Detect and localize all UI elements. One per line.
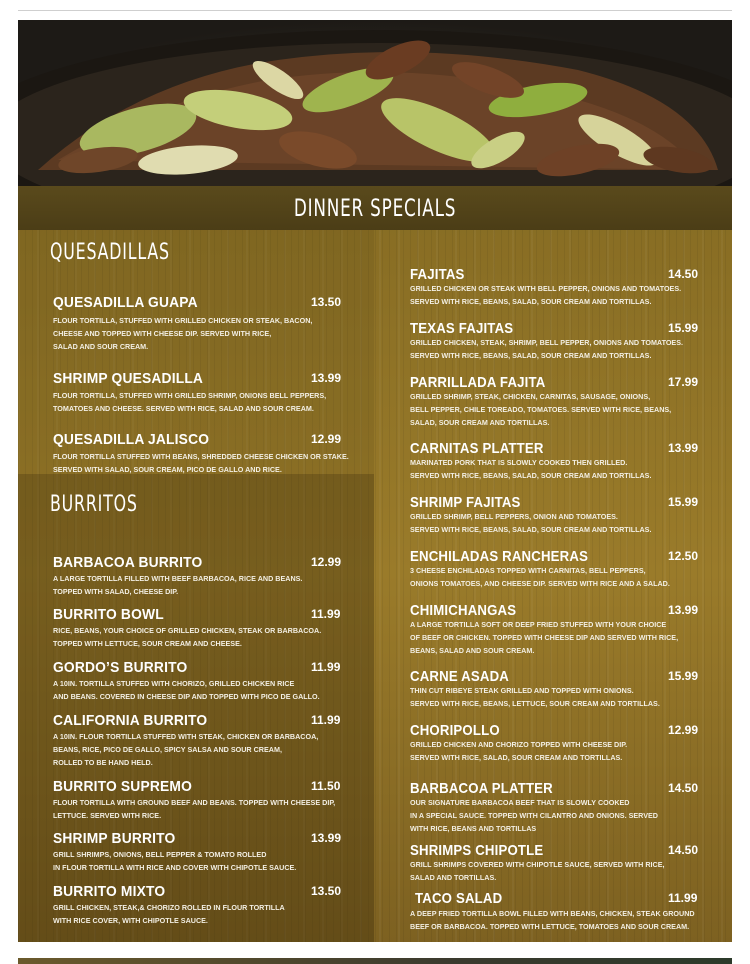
item-description: FLOUR TORTILLA, STUFFED WITH GRILLED CHICKEN OR STEAK, BACON, CHEESE AND TOPPED WITH CHEESE DIP. SERVED WITH RICE, SALAD AND SOUR CREAM. <box>53 316 313 351</box>
right-column <box>388 230 732 942</box>
item-description: A 10IN. FLOUR TORTILLA STUFFED WITH STEAK, CHICKEN OR BARBACOA, BEANS, RICE, PICO DE GALLO, SPICY SALSA AND SOUR CREAM, ROLLED TO BE HAND HELD. <box>53 732 319 767</box>
item-price: 12.99 <box>311 555 342 569</box>
item-name: QUESADILLA JALISCO <box>53 431 210 448</box>
item-name: TACO SALAD <box>415 890 503 907</box>
item-price: 11.99 <box>668 891 698 905</box>
left-column <box>18 230 374 942</box>
menu-item <box>53 431 353 475</box>
item-price: 13.50 <box>311 295 342 309</box>
item-name: QUESADILLA GUAPA <box>53 294 198 311</box>
item-description: GRILL SHRIMPS COVERED WITH CHIPOTLE SAUCE, SERVED WITH RICE, SALAD AND TORTILLAS. <box>410 860 665 882</box>
item-price: 11.99 <box>311 660 341 674</box>
item-name: SHRIMP QUESADILLA <box>53 370 204 387</box>
next-page-edge <box>18 958 732 964</box>
item-description: GRILLED CHICKEN, STEAK, SHRIMP, BELL PEPPER, ONIONS AND TOMATOES. SERVED WITH RICE, BEANS, SALAD, SOUR CREAM AND TORTILLAS. <box>410 338 684 360</box>
item-price: 14.50 <box>668 267 699 281</box>
item-price: 13.99 <box>668 603 699 617</box>
item-name: BARBACOA PLATTER <box>410 780 553 797</box>
item-description: THIN CUT RIBEYE STEAK GRILLED AND TOPPED WITH ONIONS. SERVED WITH RICE, BEANS, LETTUCE, SOUR CREAM AND TORTILLAS. <box>410 686 660 708</box>
item-description: RICE, BEANS, YOUR CHOICE OF GRILLED CHICKEN, STEAK OR BARBACOA. TOPPED WITH LETTUCE, SOUR CREAM AND CHEESE. <box>53 626 322 648</box>
item-name: BURRITO SUPREMO <box>53 778 192 795</box>
item-name: SHRIMPS CHIPOTLE <box>410 842 544 859</box>
item-name: CARNITAS PLATTER <box>410 440 544 457</box>
item-name: FAJITAS <box>410 266 465 283</box>
item-name: BURRITO MIXTO <box>53 883 166 900</box>
item-description: GRILLED SHRIMP, BELL PEPPERS, ONION AND TOMATOES. SERVED WITH RICE, BEANS, SALAD, SOUR CREAM AND TORTILLAS. <box>410 512 652 534</box>
item-description: GRILLED CHICKEN AND CHORIZO TOPPED WITH CHEESE DIP. SERVED WITH RICE, SALAD, SOUR CREAM AND TORTILLAS. <box>410 740 628 762</box>
item-description: A LARGE TORTILLA SOFT OR DEEP FRIED STUFFED WITH YOUR CHOICE OF BEEF OR CHICKEN. TOPPED WITH CHEESE DIP AND SERVED WITH RICE, BEANS, SALAD AND SOUR CREAM. <box>410 620 679 655</box>
item-description: A DEEP FRIED TORTILLA BOWL FILLED WITH BEANS, CHICKEN, STEAK GROUND BEEF OR BARBACOA. TOPPED WITH LETTUCE, TOMATOES AND SOUR CREAM. <box>410 909 695 931</box>
menu-page <box>18 20 732 942</box>
item-price: 13.99 <box>311 831 342 845</box>
item-price: 12.99 <box>668 723 699 737</box>
item-name: CARNE ASADA <box>410 668 509 685</box>
item-name: SHRIMP FAJITAS <box>410 494 521 511</box>
item-price: 13.99 <box>668 441 699 455</box>
item-name: SHRIMP BURRITO <box>53 830 176 847</box>
item-description: 3 CHEESE ENCHILADAS TOPPED WITH CARNITAS, BELL PEPPERS, ONIONS TOMATOES, AND CHEESE DIP. SERVED WITH RICE AND A SALAD. <box>410 566 670 588</box>
item-description: GRILLED CHICKEN OR STEAK WITH BELL PEPPER, ONIONS AND TOMATOES. SERVED WITH RICE, BEANS, SALAD, SOUR CREAM AND TORTILLAS. <box>410 284 682 306</box>
item-name: CALIFORNIA BURRITO <box>53 712 208 729</box>
item-price: 12.50 <box>668 549 699 563</box>
item-description: FLOUR TORTILLA WITH GROUND BEEF AND BEANS. TOPPED WITH CHEESE DIP, LETTUCE. SERVED WITH RICE. <box>53 798 336 820</box>
item-price: 17.99 <box>668 375 699 389</box>
item-price: 11.50 <box>311 779 341 793</box>
item-description: GRILL SHRIMPS, ONIONS, BELL PEPPER & TOMATO ROLLED IN FLOUR TORTILLA WITH RICE AND COVER WITH CHIPOTLE SAUCE. <box>53 850 297 872</box>
item-description: OUR SIGNATURE BARBACOA BEEF THAT IS SLOWLY COOKED IN A SPECIAL SAUCE. TOPPED WITH CILANTRO AND ONIONS. SERVED WITH RICE, BEANS AND TORTILLAS <box>410 798 658 833</box>
item-name: PARRILLADA FAJITA <box>410 374 546 391</box>
item-price: 15.99 <box>668 495 699 509</box>
menu-item <box>53 294 353 354</box>
item-description: FLOUR TORTILLA, STUFFED WITH GRILLED SHRIMP, ONIONS BELL PEPPERS, TOMATOES AND CHEESE. SERVED WITH RICE, SALAD AND SOUR CREAM. <box>53 391 327 413</box>
previous-page-edge <box>18 0 732 11</box>
section-title-burritos: BURRITOS <box>50 492 138 517</box>
fajita-skillet-photo <box>18 20 732 186</box>
item-price: 12.99 <box>311 432 342 446</box>
item-price: 11.99 <box>311 713 341 727</box>
item-price: 14.50 <box>668 781 699 795</box>
item-price: 15.99 <box>668 669 699 683</box>
item-name: TEXAS FAJITAS <box>410 320 514 337</box>
banner-title: DINNER SPECIALS <box>293 194 457 222</box>
item-name: GORDO’S BURRITO <box>53 659 188 676</box>
item-description: GRILL CHICKEN, STEAK,& CHORIZO ROLLED IN FLOUR TORTILLA WITH RICE COVER, WITH CHIPOTLE SAUCE. <box>53 903 285 925</box>
item-price: 14.50 <box>668 843 699 857</box>
item-description: A LARGE TORTILLA FILLED WITH BEEF BARBACOA, RICE AND BEANS. TOPPED WITH SALAD, CHEESE DIP. <box>53 574 303 596</box>
item-name: ENCHILADAS RANCHERAS <box>410 548 589 565</box>
item-name: BARBACOA BURRITO <box>53 554 203 571</box>
item-price: 13.99 <box>311 371 342 385</box>
item-description: MARINATED PORK THAT IS SLOWLY COOKED THEN GRILLED. SERVED WITH RICE, BEANS, SALAD, SOUR CREAM AND TORTILLAS. <box>410 458 652 480</box>
item-name: CHORIPOLLO <box>410 722 500 739</box>
burritos-section <box>18 474 374 942</box>
item-name: BURRITO BOWL <box>53 606 164 623</box>
item-price: 13.50 <box>311 884 342 898</box>
item-name: CHIMICHANGAS <box>410 602 517 619</box>
item-price: 15.99 <box>668 321 699 335</box>
item-description: A 10IN. TORTILLA STUFFED WITH CHORIZO, GRILLED CHICKEN RICE AND BEANS. COVERED IN CHEESE DIP AND TOPPED WITH PICO DE GALLO. <box>53 679 320 701</box>
section-title-quesadillas: QUESADILLAS <box>50 240 170 265</box>
menu-item <box>53 370 353 414</box>
item-price: 11.99 <box>311 607 341 621</box>
quesadillas-section <box>18 230 374 474</box>
item-description: GRILLED SHRIMP, STEAK, CHICKEN, CARNITAS, SAUSAGE, ONIONS, BELL PEPPER, CHILE TOREADO, TOMATOES. SERVED WITH RICE, BEANS, SALAD, SOUR CREAM AND TORTILLAS. <box>410 392 672 427</box>
item-description: FLOUR TORTILLA STUFFED WITH BEANS, SHREDDED CHEESE CHICKEN OR STAKE. SERVED WITH SALAD, SOUR CREAM, PICO DE GALLO AND RICE. <box>53 452 349 474</box>
dinner-specials-banner <box>18 186 732 230</box>
